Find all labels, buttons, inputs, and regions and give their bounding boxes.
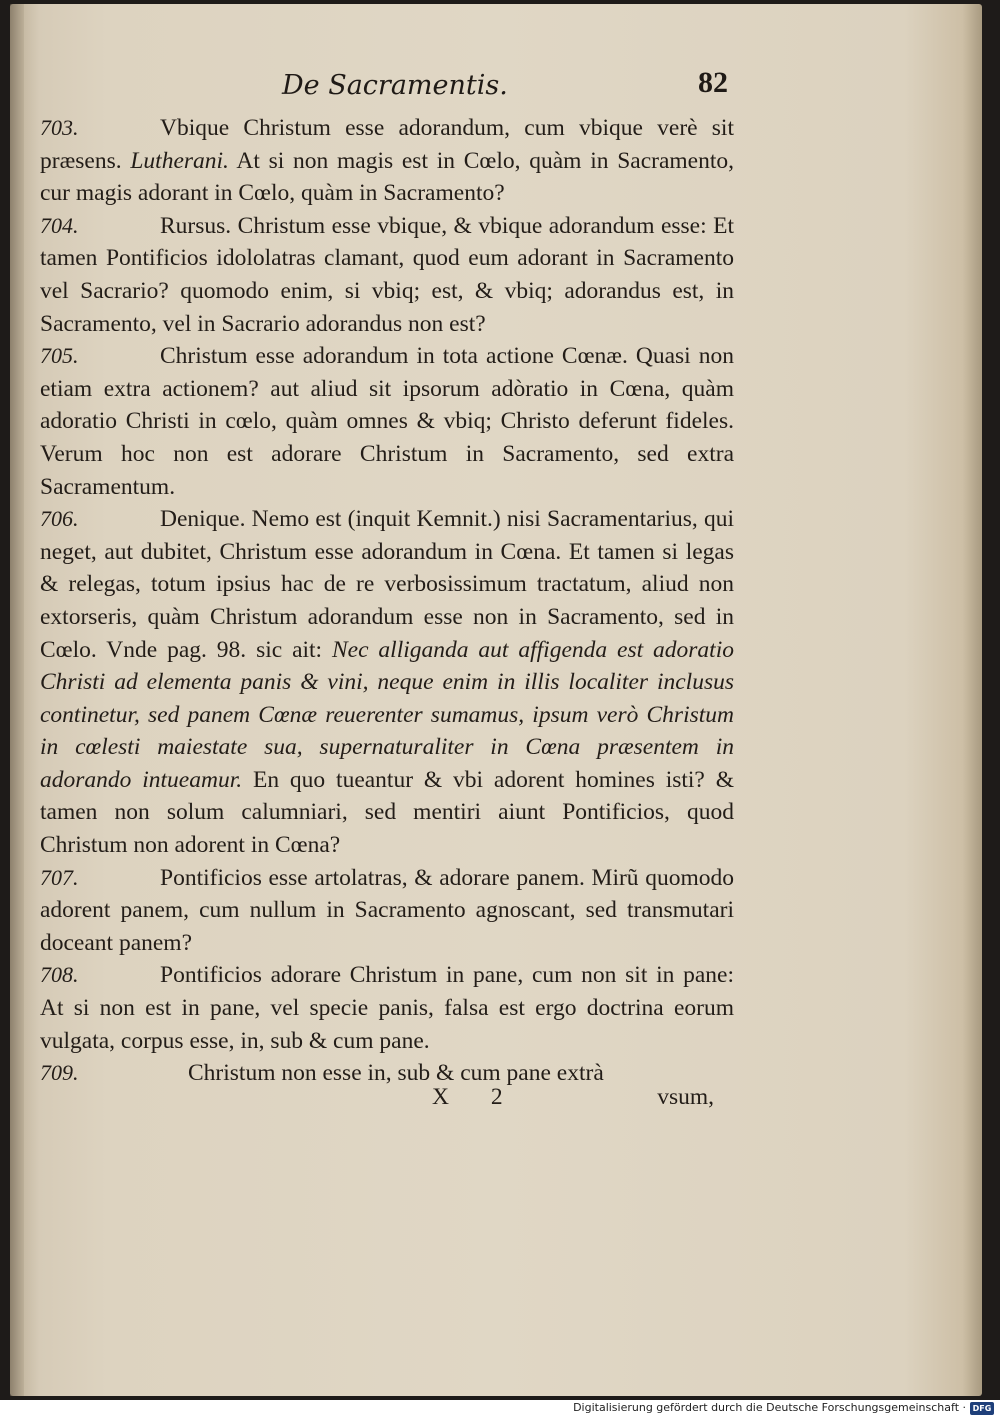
paragraph (40, 959, 734, 1057)
paragraph (40, 112, 734, 210)
quoted-text: Nec alliganda aut affigenda est adoratio Christi ad elementa panis & vini, neque enim in illis localiter inclusus continetur, sed panem Cœnæ reuerenter sumamus, ipsum verò Christum in cœlesti maiestate sua, supernaturaliter in Cœna præsentem in adorando intueamur. (40, 636, 734, 793)
paragraph-text: Christum non esse in, sub & cum pane extrà (188, 1060, 604, 1087)
paragraph (40, 340, 734, 503)
digitization-footer (0, 1400, 1000, 1418)
paragraph-text: Pontificios adorare Christum in pane, cum non sit in pane: At si non est in pane, vel specie panis, falsa est ergo doctrina eorum vulgata, corpus esse, in, sub & cum pane. (40, 962, 734, 1054)
body-text (40, 112, 734, 1090)
signature-mark: X 2 (432, 1084, 521, 1110)
paragraph-text: Denique. Nemo est (inquit Kemnit.) nisi Sacramentarius, qui neget, aut dubitet, Christum esse adorandum in Cœna. Et tamen si legas & relegas, totum ipsius hac de re verbosissimum tractatum, aliud non extorseris, quàm Christum adorandum esse non in Sacramento, sed in Cœlo. Vnde pag. 98. sic ait: (40, 506, 734, 663)
paragraph-text: At si non magis est in Cœlo, quàm in Sacramento, cur magis adorant in Cœlo, quàm in Sacramento? (40, 147, 735, 207)
paragraph-text: Pontificios esse artolatras, & adorare panem. Mirũ quomodo adorent panem, cum nullum in Sacramento agnoscant, sed transmutari doceant panem? (40, 864, 734, 956)
paragraph-number: 706. (40, 506, 79, 532)
dfg-logo-icon: DFG (970, 1402, 994, 1415)
paragraph (40, 210, 734, 340)
paragraph-number: 704. (40, 212, 79, 238)
paragraph (40, 503, 734, 862)
page-gutter (10, 4, 24, 1396)
paragraph-number: 703. (40, 115, 79, 140)
running-title: De Sacramentis. (282, 70, 508, 101)
paragraph-text: En quo tueantur & vbi adorent homines isti? & tamen non solum calumniari, sed mentiri aiunt Pontificios, quod Christum non adorent in Cœna? (40, 766, 734, 859)
page-number: 82 (698, 66, 728, 99)
catch-line (40, 1084, 714, 1116)
paragraph-text: Vbique Christum esse adorandum, cum vbique verè sit præsens. (40, 115, 734, 174)
paragraph-number: 709. (40, 1060, 79, 1086)
paragraph-number: 708. (40, 962, 79, 988)
paragraph-number: 707. (40, 864, 79, 890)
catchword: vsum, (657, 1084, 714, 1110)
paragraph-number: 705. (40, 343, 79, 369)
funding-credit: Digitalisierung gefördert durch die Deutsche Forschungsgemeinschaft · (573, 1401, 966, 1414)
page-header (282, 66, 732, 112)
paragraph-text: Christum esse adorandum in tota actione Cœnæ. Quasi non etiam extra actionem? aut aliud sit ipsorum adòratio in Cœna, quàm adoratio Christi in cœlo, quàm omnes & vbiq; Christo deferunt fideles. Verum hoc non est adorare Christum in Sacramento, sed extra Sacramentum. (40, 343, 734, 500)
paragraph-text: Rursus. Christum esse vbique, & vbique adorandum esse: Et tamen Pontificios idololatras clamant, quod eum adorant in Sacramento vel Sacrario? quomodo enim, si vbiq; est, & vbiq; adorandus est, in Sacramento, vel in Sacrario adorandus non est? (40, 212, 734, 337)
quoted-text: Lutherani. (130, 147, 229, 174)
paragraph (40, 862, 734, 960)
